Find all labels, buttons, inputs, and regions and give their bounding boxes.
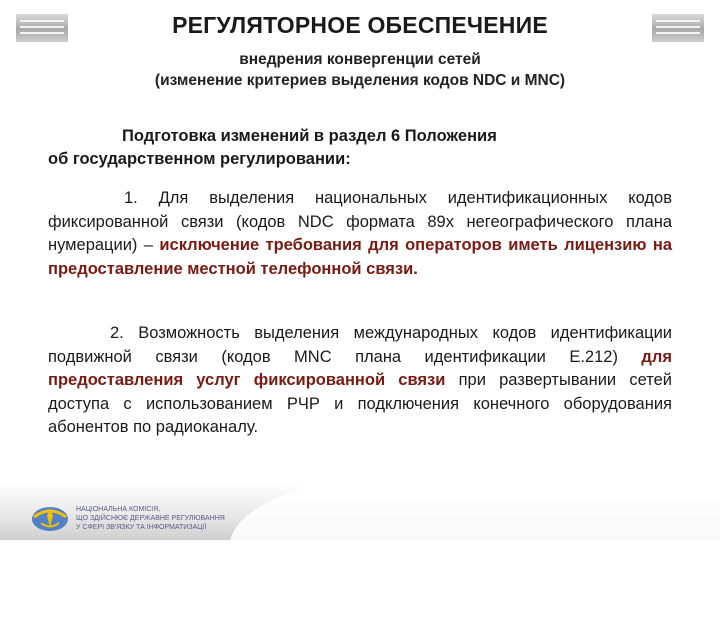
emblem-logo-icon (30, 503, 70, 538)
paragraph-1-text: 1. Для выделения национальных идентификационных кодов фиксированной связи (кодов NDC формата 89x негеографического плана нумерации) – (48, 189, 672, 254)
paragraph-1 (48, 187, 672, 281)
slide-subtitle-line1: внедрения конвергенции сетей (239, 51, 481, 68)
paragraph-2 (48, 322, 672, 440)
intro-line1: Подготовка изменений в раздел 6 Положения (122, 127, 497, 145)
org-line-2: ЩО ЗДІЙСНЮЄ ДЕРЖАВНЕ РЕГУЛЮВАННЯ (76, 515, 225, 522)
paragraph-2-highlight: для предоставления услуг фиксированной связи (48, 347, 672, 389)
paragraph-2-text-start: 2. Возможность выделения международных кодов идентификации подвижной связи (кодов MNC плана идентификации E.212) (48, 324, 672, 366)
slide-subtitle-line2: (изменение критериев выделения кодов NDC и MNC) (154, 72, 566, 89)
organization-name (76, 505, 225, 532)
paragraph-1-highlight: исключение требования для операторов иметь лицензию на предоставление местной телефонной связи. (48, 236, 672, 278)
slide-title: РЕГУЛЯТОРНОЕ ОБЕСПЕЧЕНИЕ (172, 12, 548, 38)
intro-line2: об государственном регулировании: (48, 150, 351, 168)
org-line-3: У СФЕРІ ЗВ'ЯЗКУ ТА ІНФОРМАТИЗАЦІЇ (76, 524, 207, 531)
paragraph-2-text-end: при развертывании сетей доступа с использованием РЧР и подключения конечного оборудования абонентов по радиоканалу. (48, 371, 672, 436)
org-line-1: НАЦІОНАЛЬНА КОМІСІЯ, (76, 506, 161, 513)
